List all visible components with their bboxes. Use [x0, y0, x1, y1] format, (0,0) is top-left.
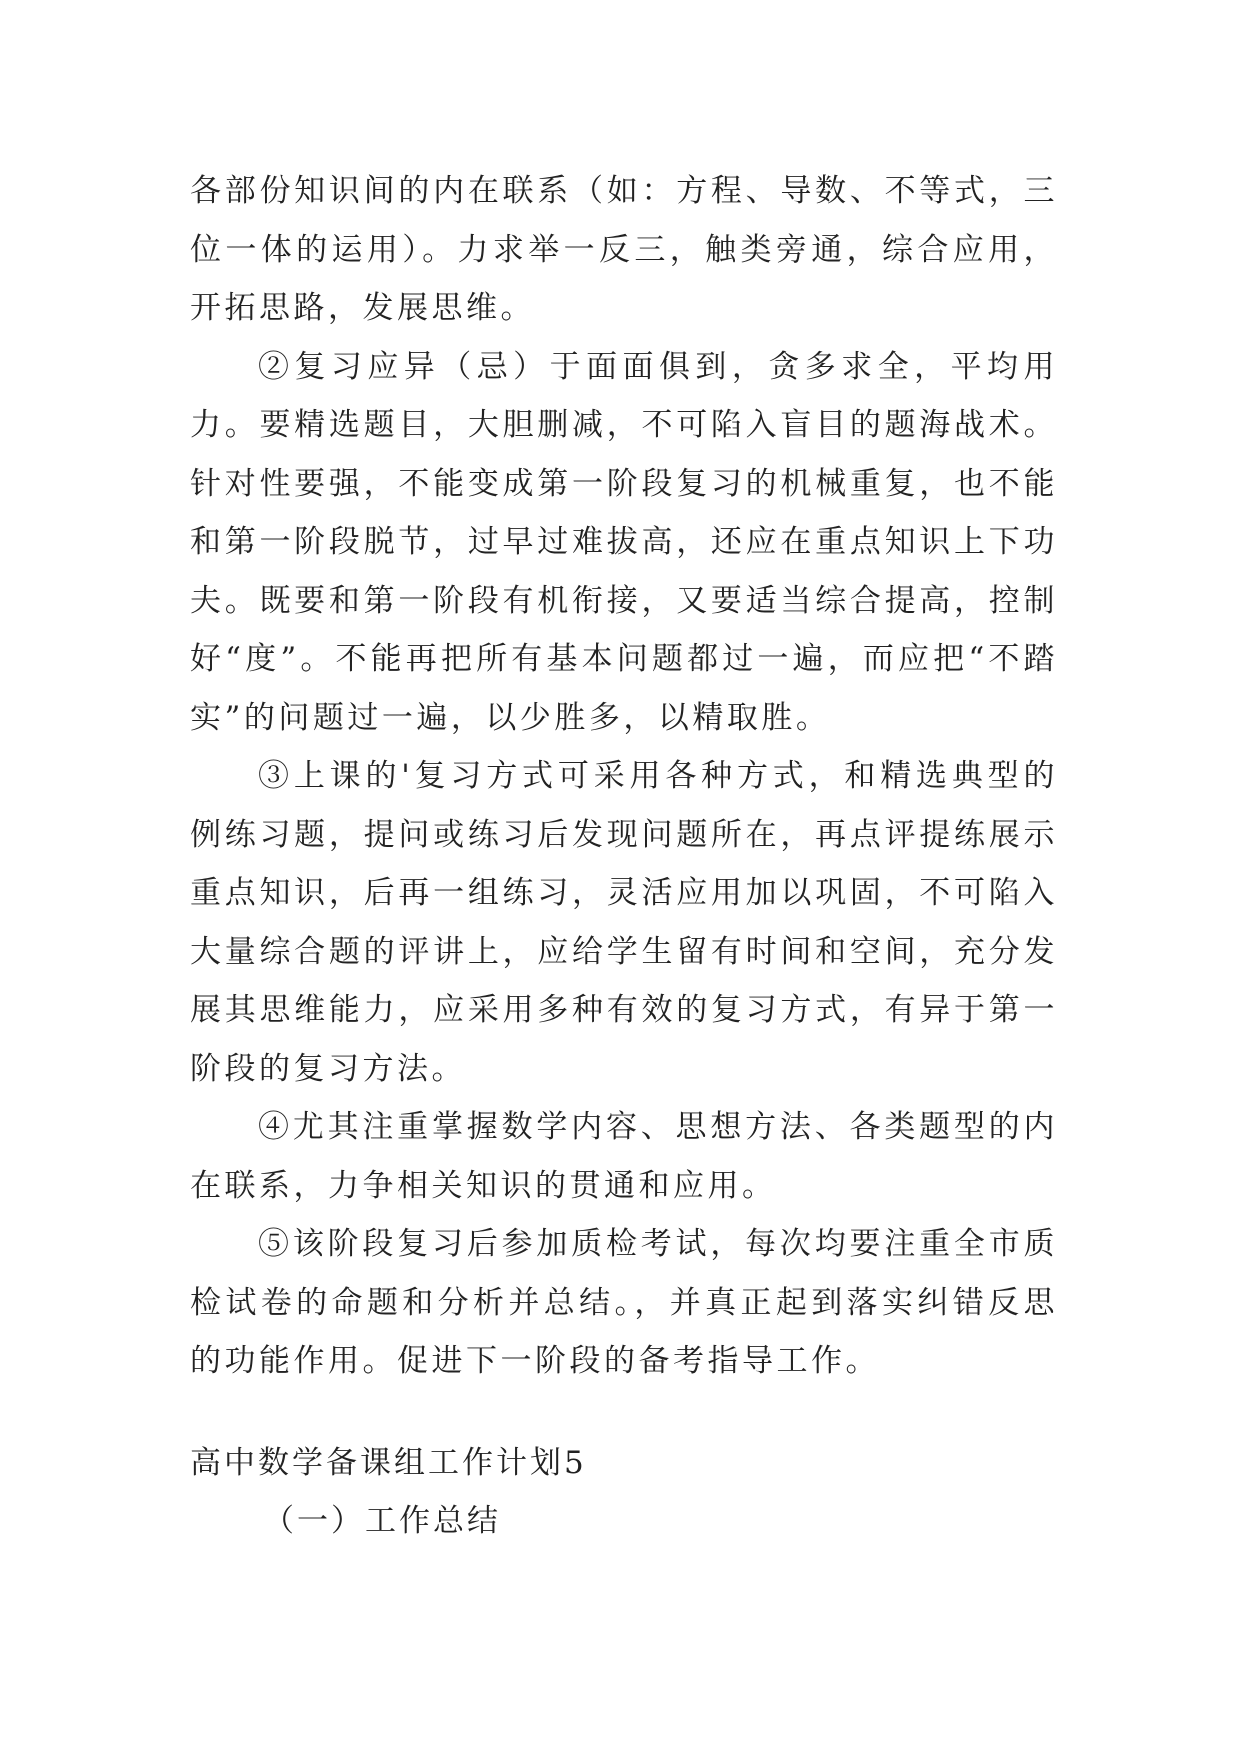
section-heading: 高中数学备课组工作计划5: [190, 1445, 587, 1481]
subsection-heading: （一）工作总结: [263, 1503, 501, 1539]
paragraph-continuation: 各部份知识间的内在联系（如：方程、导数、不等式，三位一体的运用）。力求举一反三，触类旁通，综合应用，开拓思路，发展思维。: [190, 173, 1058, 326]
paragraph-item-3: ③上课的'复习方式可采用各种方式，和精选典型的例练习题，提问或练习后发现问题所在，再点评提练展示重点知识，后再一组练习，灵活应用加以巩固，不可陷入大量综合题的评讲上，应给学生留有时间和空间，充分发展其思维能力，应采用多种有效的复习方式，有异于第一阶段的复习方法。: [190, 758, 1058, 1087]
paragraph-item-2: ②复习应异（忌）于面面俱到，贪多求全，平均用力。要精选题目，大胆删减，不可陷入盲目的题海战术。针对性要强，不能变成第一阶段复习的机械重复，也不能和第一阶段脱节，过早过难拔高，还应在重点知识上下功夫。既要和第一阶段有机衔接，又要适当综合提高，控制好“度”。不能再把所有基本问题都过一遍，而应把“不踏实”的问题过一遍，以少胜多，以精取胜。: [190, 348, 1058, 736]
paragraph-item-5: ⑤该阶段复习后参加质检考试，每次均要注重全市质检试卷的命题和分析并总结。，并真正起到落实纠错反思的功能作用。促进下一阶段的备考指导工作。: [190, 1226, 1058, 1379]
paragraph-item-4: ④尤其注重掌握数学内容、思想方法、各类题型的内在联系，力争相关知识的贯通和应用。: [190, 1109, 1058, 1204]
document-body: [190, 162, 1058, 1391]
